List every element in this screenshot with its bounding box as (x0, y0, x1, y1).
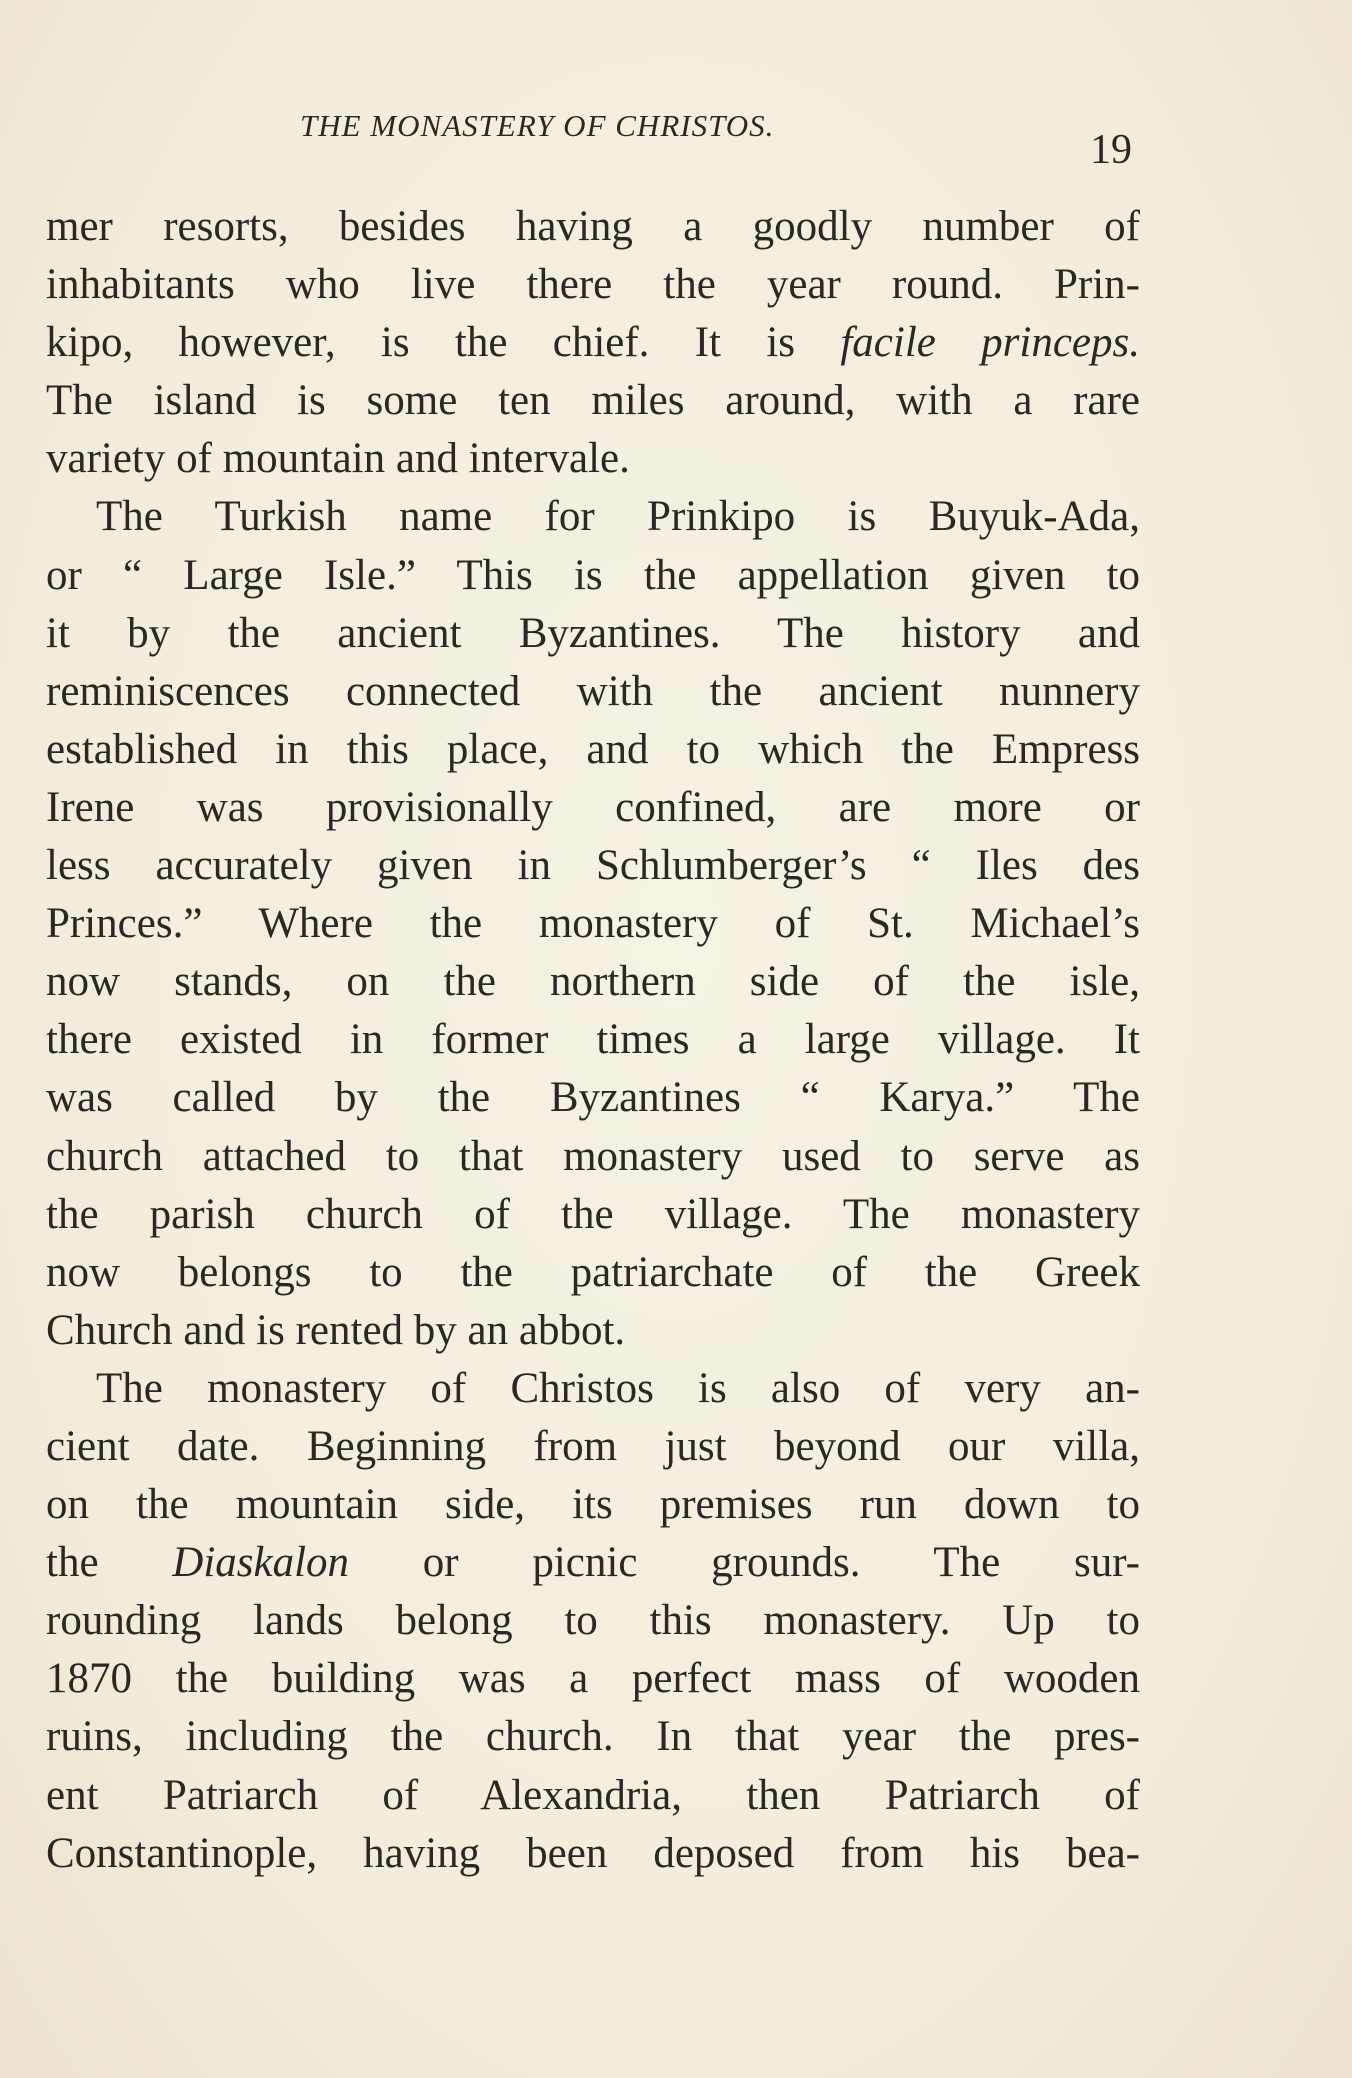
text-line (46, 314, 1140, 372)
text-line-part: the (46, 1539, 99, 1587)
text-line: or “ Large Isle.” This is the appellation given to (46, 551, 1140, 599)
text-line: the parish church of the village. The monastery (46, 1190, 1140, 1238)
text-line: ruins, including the church. In that year the pres- (46, 1713, 1140, 1761)
text-line: it by the ancient Byzantines. The history and (46, 609, 1140, 657)
text-line: reminiscences connected with the ancient nunnery (46, 667, 1140, 715)
text-line: inhabitants who live there the year round. Prin- (46, 261, 1140, 309)
text-line: cient date. Beginning from just beyond our villa, (46, 1422, 1140, 1470)
text-line: rounding lands belong to this monastery. Up to (46, 1597, 1140, 1645)
text-line: Irene was provisionally confined, are more or (46, 783, 1140, 831)
text-line: there existed in former times a large village. It (46, 1016, 1140, 1064)
text-line: Church and is rented by an abbot. (46, 1306, 626, 1354)
text-line: Princes.” Where the monastery of St. Michael’s (46, 900, 1140, 948)
page-number: 19 (1090, 127, 1132, 173)
text-line: ent Patriarch of Alexandria, then Patriarch of (46, 1771, 1140, 1819)
italic-phrase: Diaskalon (172, 1539, 350, 1587)
text-line: was called by the Byzantines “ Karya.” The (46, 1074, 1140, 1122)
italic-phrase: facile princeps. (840, 319, 1140, 367)
text-line: now belongs to the patriarchate of the Greek (46, 1248, 1140, 1296)
body-text (46, 198, 1140, 1883)
text-line: church attached to that monastery used to serve as (46, 1132, 1140, 1180)
running-head: THE MONASTERY OF CHRISTOS. (300, 108, 775, 143)
text-line: variety of mountain and intervale. (46, 435, 630, 483)
text-line: now stands, on the northern side of the isle, (46, 958, 1140, 1006)
text-line: 1870 the building was a perfect mass of wooden (46, 1655, 1140, 1703)
text-line (46, 1534, 1140, 1592)
text-line: Constantinople, having been deposed from his bea- (46, 1829, 1140, 1877)
text-line: established in this place, and to which the Empress (46, 725, 1140, 773)
text-line: The island is some ten miles around, with a rare (46, 377, 1140, 425)
text-line: mer resorts, besides having a goodly number of (46, 203, 1140, 250)
text-line: The monastery of Christos is also of very an- (96, 1364, 1140, 1412)
page-header (0, 108, 1352, 173)
text-line: on the mountain side, its premises run down to (46, 1481, 1140, 1529)
text-line: less accurately given in Schlumberger’s “ Iles des (46, 842, 1140, 890)
text-line-part: or picnic grounds. The sur- (422, 1539, 1140, 1587)
text-line-part: kipo, however, is the chief. It is (46, 319, 796, 367)
text-line: The Turkish name for Prinkipo is Buyuk-Ada, (96, 493, 1140, 541)
